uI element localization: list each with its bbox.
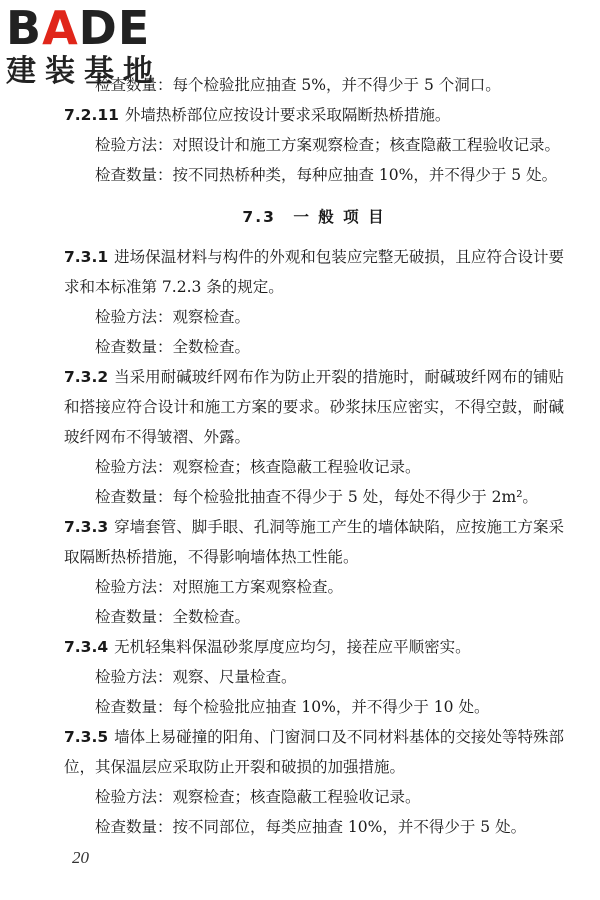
inspection-quantity: 检查数量：每个检验批应抽查 10%，并不得少于 10 处。: [95, 698, 490, 716]
inspection-method: 检验方法：观察检查；核查隐蔽工程验收记录。: [95, 458, 421, 476]
inspection-quantity: 检查数量：按不同热桥种类，每种应抽查 10%，并不得少于 5 处。: [95, 166, 558, 184]
page-number: 20: [72, 848, 89, 867]
inspection-method: 检验方法：对照施工方案观察检查。: [95, 578, 344, 596]
section-title: 7.3 一 般 项 目: [242, 208, 386, 226]
inspection-method: 检验方法：观察检查；核查隐蔽工程验收记录。: [95, 788, 421, 806]
clause-text: 墙体上易碰撞的阳角、门窗洞口及不同材料基体的交接处等特殊部位，其保温层应采取防止开裂和破损的加强措施。: [64, 728, 564, 776]
clause-7-3-1: [64, 242, 564, 302]
logo-chinese-name: 建装基地: [6, 54, 162, 89]
clause-text: 穿墙套管、脚手眼、孔洞等施工产生的墙体缺陷，应按施工方案采取隔断热桥措施，不得影响墙体热工性能。: [64, 518, 564, 566]
inspection-method: 检验方法：观察、尺量检查。: [95, 668, 297, 686]
clause-number: 7.2.11: [64, 106, 119, 124]
inspection-quantity: 检查数量：全数检查。: [95, 338, 251, 356]
clause-7-3-2: [64, 362, 564, 452]
clause-text: 进场保温材料与构件的外观和包装应完整无破损，且应符合设计要求和本标准第 7.2.3 条的规定。: [64, 248, 564, 296]
clause-text: 外墙热桥部位应按设计要求采取隔断热桥措施。: [124, 106, 451, 124]
inspection-method: 检验方法：对照设计和施工方案观察检查；核查隐蔽工程验收记录。: [95, 136, 561, 154]
clause-7-3-5: [64, 722, 564, 782]
clause-text: 当采用耐碱玻纤网布作为防止开裂的措施时，耐碱玻纤网布的铺贴和搭接应符合设计和施工方案的要求。砂浆抹压应密实，不得空鼓，耐碱玻纤网布不得皱褶、外露。: [64, 368, 564, 446]
logo-wordmark: [6, 1, 151, 55]
clause-number: 7.3.5: [64, 728, 109, 746]
logo-letter-a: A: [42, 1, 79, 55]
clause-7-3-4: [64, 632, 564, 662]
logo-letters-de: DE: [78, 1, 151, 55]
inspection-method: 检验方法：观察检查。: [95, 308, 251, 326]
inspection-quantity: 检查数量：每个检验批应抽查 5%，并不得少于 5 个洞口。: [95, 76, 501, 94]
bade-logo: [6, 1, 184, 96]
inspection-quantity: 检查数量：按不同部位，每类应抽查 10%，并不得少于 5 处。: [95, 818, 527, 836]
inspection-quantity: 检查数量：全数检查。: [95, 608, 251, 626]
document-body: [64, 70, 564, 842]
clause-number: 7.3.2: [64, 368, 109, 386]
clause-number: 7.3.3: [64, 518, 109, 536]
clause-number: 7.3.4: [64, 638, 109, 656]
clause-text: 无机轻集料保温砂浆厚度应均匀，接茬应平顺密实。: [114, 638, 471, 656]
clause-number: 7.3.1: [64, 248, 109, 266]
clause-7-3-3: [64, 512, 564, 572]
clause-7-2-11: [64, 100, 564, 130]
logo-letter-b: B: [6, 1, 43, 55]
inspection-quantity: 检查数量：每个检验批抽查不得少于 5 处，每处不得少于 2m²。: [95, 488, 538, 506]
